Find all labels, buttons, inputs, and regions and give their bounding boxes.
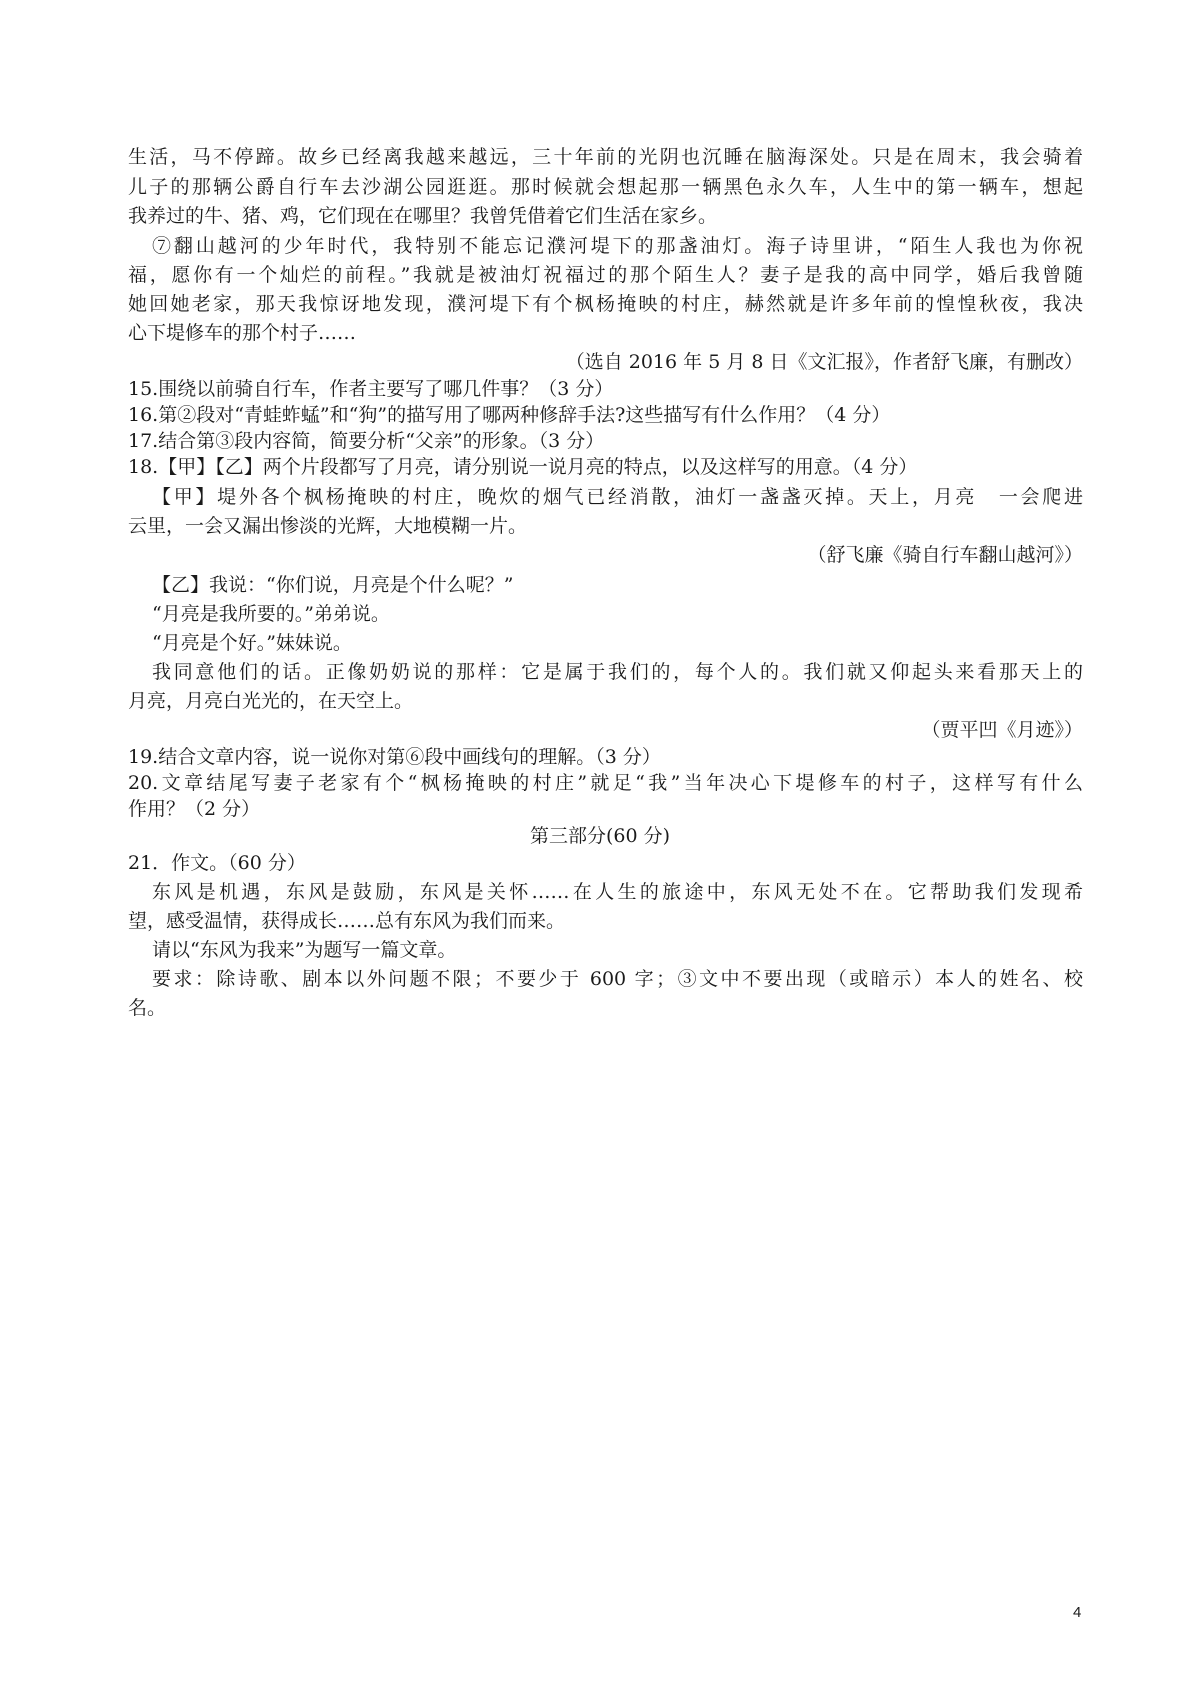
excerpt-yi-source: （贾平凹《月迹》） <box>921 719 1083 741</box>
question-20: 20.文章结尾写妻子老家有个“枫杨掩映的村庄”就足“我”当年决心下堤修车的村子，这样写有什么 <box>128 772 1083 794</box>
excerpt-yi-line: 我同意他们的话。正像奶奶说的那样：它是属于我们的，每个人的。我们就又仰起头来看那天上的 <box>152 661 1083 683</box>
source-citation: （选自 2016 年 5 月 8 日《文汇报》，作者舒飞廉，有删改） <box>565 351 1083 373</box>
excerpt-yi-line: 【乙】我说：“你们说，月亮是个什么呢？” <box>152 574 514 596</box>
question-16: 16.第②段对“青蛙蚱蜢”和“狗”的描写用了哪两种修辞手法?这些描写有什么作用？（4 分） <box>128 404 891 426</box>
excerpt-yi-line: 月亮，月亮白光光的，在天空上。 <box>128 690 414 712</box>
essay-line: 儿子的那辆公爵自行车去沙湖公园逛逛。那时候就会想起那一辆黑色永久车，人生中的第一辆车，想起 <box>128 176 1083 198</box>
excerpt-yi-line: “月亮是我所要的。”弟弟说。 <box>152 603 390 625</box>
question-15: 15.围绕以前骑自行车，作者主要写了哪几件事？（3 分） <box>128 378 614 400</box>
excerpt-yi-line: “月亮是个好。”妹妹说。 <box>152 632 352 654</box>
essay-line: 我养过的牛、猪、鸡，它们现在在哪里？我曾凭借着它们生活在家乡。 <box>128 205 718 227</box>
essay-paragraph-7-line: ⑦翻山越河的少年时代，我特别不能忘记濮河堤下的那盏油灯。海子诗里讲，“陌生人我也为你祝 <box>152 235 1083 257</box>
essay-line: 她回她老家，那天我惊讶地发现，濮河堤下有个枫杨掩映的村庄，赫然就是许多年前的惶惶秋夜，我决 <box>128 293 1083 315</box>
question-21: 21．作文。（60 分） <box>128 852 306 874</box>
essay-line: 福，愿你有一个灿烂的前程。”我就是被油灯祝福过的那个陌生人？妻子是我的高中同学，婚后我曾随 <box>128 264 1083 286</box>
question-20-cont: 作用？（2 分） <box>128 798 261 820</box>
question-19: 19.结合文章内容，说一说你对第⑥段中画线句的理解。（3 分） <box>128 746 661 768</box>
essay-line: 心下堤修车的那个村子…… <box>128 322 357 344</box>
excerpt-jia-line: 云里，一会又漏出惨淡的光辉，大地模糊一片。 <box>128 515 528 537</box>
excerpt-jia-source: （舒飞廉《骑自行车翻山越河》） <box>807 544 1083 566</box>
prompt-line: 东风是机遇，东风是鼓励，东风是关怀……在人生的旅途中，东风无处不在。它帮助我们发现希 <box>152 881 1083 903</box>
requirements-line: 要求：除诗歌、剧本以外问题不限；不要少于 600 字；③文中不要出现（或暗示）本人的姓名、校 <box>152 968 1083 990</box>
prompt-line: 请以“东风为我来”为题写一篇文章。 <box>152 939 457 961</box>
prompt-line: 望，感受温情，获得成长……总有东风为我们而来。 <box>128 910 566 932</box>
question-17: 17.结合第③段内容简，简要分析“父亲”的形象。（3 分） <box>128 430 605 452</box>
question-18: 18.【甲】【乙】两个片段都写了月亮，请分别说一说月亮的特点，以及这样写的用意。（4 分） <box>128 456 918 478</box>
page-number: 4 <box>1073 1604 1082 1621</box>
essay-line: 生活，马不停蹄。故乡已经离我越来越远，三十年前的光阴也沉睡在脑海深处。只是在周末，我会骑着 <box>128 146 1083 168</box>
excerpt-jia-line: 【甲】堤外各个枫杨掩映的村庄，晚炊的烟气已经消散，油灯一盏盏灭掉。天上，月亮 一会爬进 <box>152 486 1083 508</box>
section-heading: 第三部分(60 分) <box>529 825 671 847</box>
requirements-line: 名。 <box>128 997 167 1019</box>
